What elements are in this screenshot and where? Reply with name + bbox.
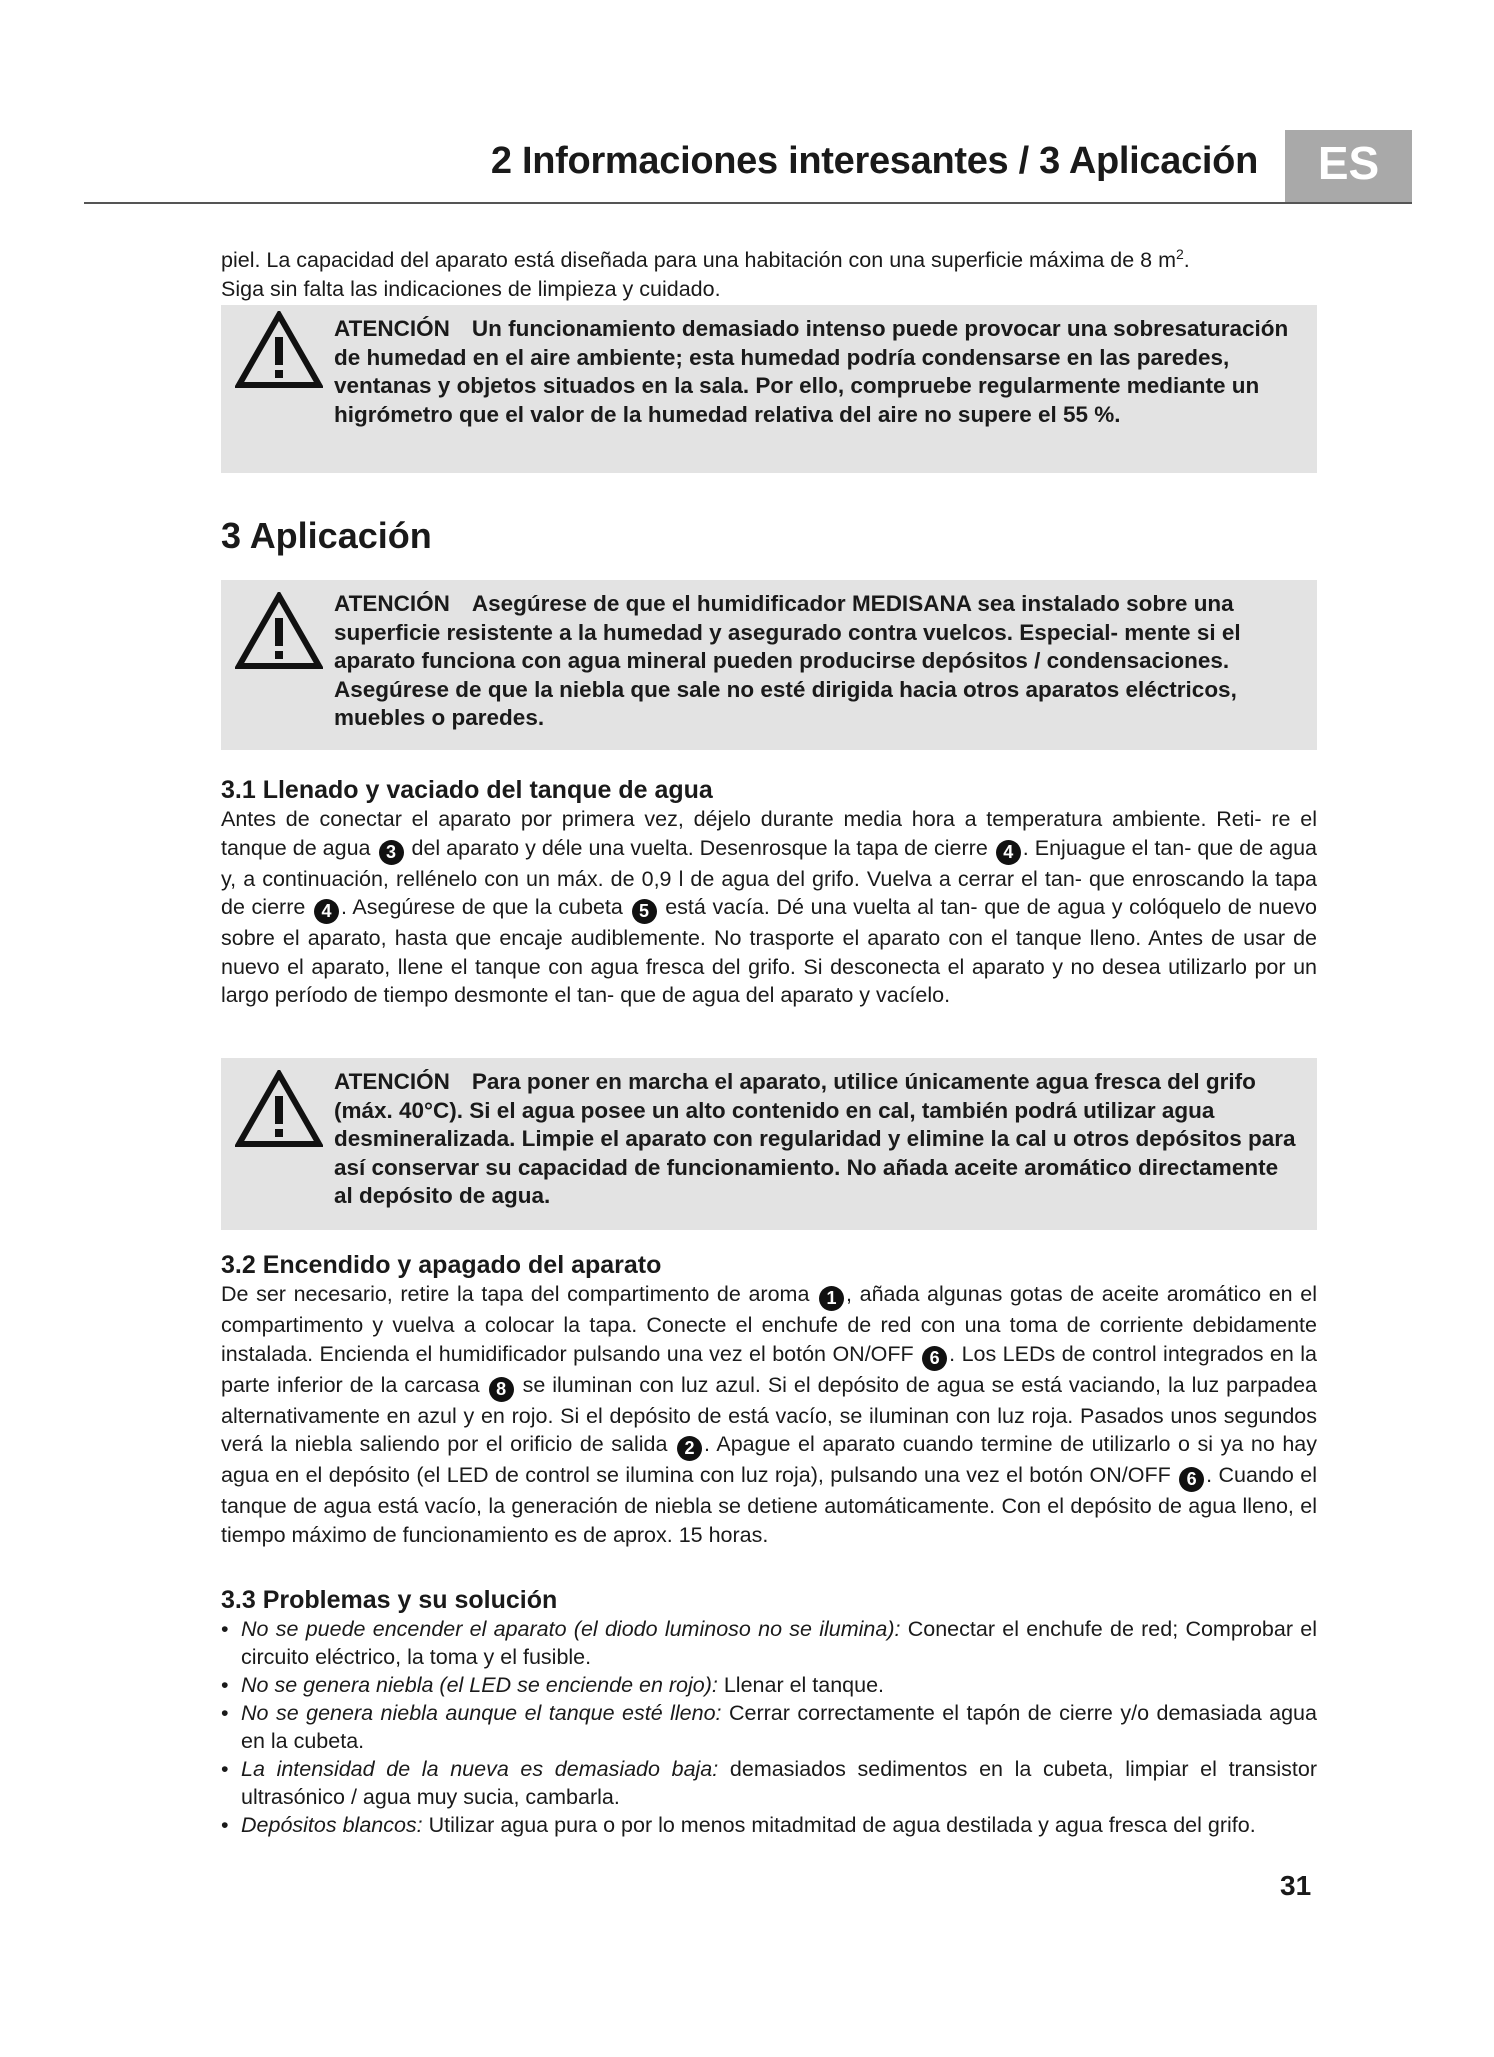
section-3-1 [221, 775, 1317, 1010]
section-3-3 [221, 1585, 1317, 1839]
list-item: • Depósitos blancos: Utilizar agua pura o por lo menos mitadmitad de agua destilada y agua fresca del grifo. [221, 1813, 1256, 1837]
intro-paragraph [221, 240, 1317, 303]
header-rule [84, 202, 1412, 204]
callout-number: 2 [677, 1436, 702, 1461]
warning-triangle-icon [235, 1070, 323, 1148]
section-3-2 [221, 1250, 1317, 1549]
section-title-3: 3 Aplicación [221, 515, 432, 556]
page-number: 31 [1280, 1870, 1312, 1901]
intro-line1: piel. La capacidad del aparato está diseñada para una habitación con una superficie máxima de 8 $m^2$. [221, 246, 1190, 273]
warning-box-1 [221, 305, 1317, 473]
subsection-title-3-3: 3.3 Problemas y su solución [221, 1586, 558, 1614]
warning-triangle-icon [235, 592, 323, 670]
callout-number: 4 [996, 840, 1021, 865]
callout-number: 6 [922, 1346, 947, 1371]
warning-text-2: ATENCIÓN Asegúrese de que el humidificador MEDISANA sea instalado sobre una superficie resistente a la humedad y asegurado contra vuelcos. Especial- mente si el aparato funciona con agua mineral pueden producirse depósitos / condensaciones. Asegúrese de que la niebla que sale no esté dirigida hacia otros aparatos eléctricos, muebles o paredes. [334, 591, 1241, 730]
section-3-2-paragraph: De ser necesario, retire la tapa del compartimento de aroma 1 , añada algunas gotas de aceite aromático en el compartimento y vuelva a colocar la tapa. Conecte el enchufe de red con una toma de corriente debidamente instalada. Encienda el humidificador pulsando una vez el botón ON/OFF 6 . Los LEDs de control integrados en la parte inferior de la carcasa 8 se iluminan con luz azul. Si el depósito de agua se está vaciando, la luz parpadea alternativamente en azul y en rojo. Si el depósito de está vacío, se iluminan con luz roja. Pasados unos segundos verá la niebla saliendo por el orificio de salida 2 . Apague el aparato cuando termine de utilizarlo o si ya no hay agua en el depósito (el LED de control se ilumina con luz roja), pulsando una vez el botón ON/OFF 6 . Cuando el tanque de agua está vacío, la generación de niebla se detiene automáticamente. Con el depósito de agua lleno, el tiempo máximo de funcionamiento es de aprox. 15 horas. [221, 1282, 1317, 1547]
list-item: • La intensidad de la nueva es demasiado baja: demasiados sedimentos en la cubeta, limpiar el transistor ultrasónico / agua muy sucia, cambarla. [221, 1757, 1317, 1809]
warning-box-3 [221, 1058, 1317, 1230]
callout-number: 3 [379, 840, 404, 865]
warning-text-3: ATENCIÓN Para poner en marcha el aparato, utilice únicamente agua fresca del grifo (máx. 40°C). Si el agua posee un alto contenido en cal, también podrá utilizar agua desmineralizada. Limpie el aparato con regularidad y elimine la cal u otros depósitos para así conservar su capacidad de funcionamiento. No añada aceite aromático directamente al depósito de agua. [334, 1069, 1296, 1208]
intro-line2: Siga sin falta las indicaciones de limpieza y cuidado. [221, 276, 721, 301]
callout-number: 1 [819, 1286, 844, 1311]
subsection-title-3-2: 3.2 Encendido y apagado del aparato [221, 1251, 662, 1279]
list-item: • No se puede encender el aparato (el diodo luminoso no se ilumina): Conectar el enchufe de red; Comprobar el circuito eléctrico, la toma y el fusible. [221, 1617, 1317, 1669]
warning-triangle-icon [235, 311, 323, 389]
callout-number: 8 [489, 1377, 514, 1402]
language-tab: ES [1285, 130, 1412, 202]
section-3-1-paragraph: Antes de conectar el aparato por primera vez, déjelo durante media hora a temperatura ambiente. Reti- re el tanque de agua 3 del aparato y déle una vuelta. Desenrosque la tapa de cierre 4 . Enjuague el tan- que de agua y, a continuación, rellénelo con un máx. de 0,9 l de agua del grifo. Vuelva a cerrar el tan- que enroscando la tapa de cierre 4 . Asegúrese de que la cubeta 5 está vacía. Dé una vuelta al tan- que de agua y colóquelo de nuevo sobre el aparato, hasta que encaje audiblemente. No trasporte el aparato con el tanque lleno. Antes de usar de nuevo el aparato, llene el tanque con agua fresca del grifo. Si desconecta el aparato y no desea utilizarlo por un largo período de tiempo desmonte el tan- que de agua del aparato y vacíelo. [221, 807, 1317, 1007]
subsection-title-3-1: 3.1 Llenado y vaciado del tanque de agua [221, 776, 713, 804]
callout-number: 5 [632, 899, 657, 924]
warning-text-1: ATENCIÓN Un funcionamiento demasiado intenso puede provocar una sobresaturación de humedad en el aire ambiente; esta humedad podría condensarse en las paredes, ventanas y objetos situados en la sala. Por ello, compruebe regularmente mediante un higrómetro que el valor de la humedad relativa del aire no supere el 55 %. [334, 316, 1289, 427]
warning-box-2 [221, 580, 1317, 750]
list-item: • No se genera niebla (el LED se enciende en rojo): Llenar el tanque. [221, 1673, 885, 1697]
callout-number: 4 [314, 899, 339, 924]
callout-number: 6 [1179, 1467, 1204, 1492]
troubleshooting-list [221, 1615, 1317, 1839]
list-item: • No se genera niebla aunque el tanque esté lleno: Cerrar correctamente el tapón de cierre y/o demasiada agua en la cubeta. [221, 1701, 1317, 1753]
page-header-title: 2 Informaciones interesantes / 3 Aplicación [490, 140, 1258, 182]
